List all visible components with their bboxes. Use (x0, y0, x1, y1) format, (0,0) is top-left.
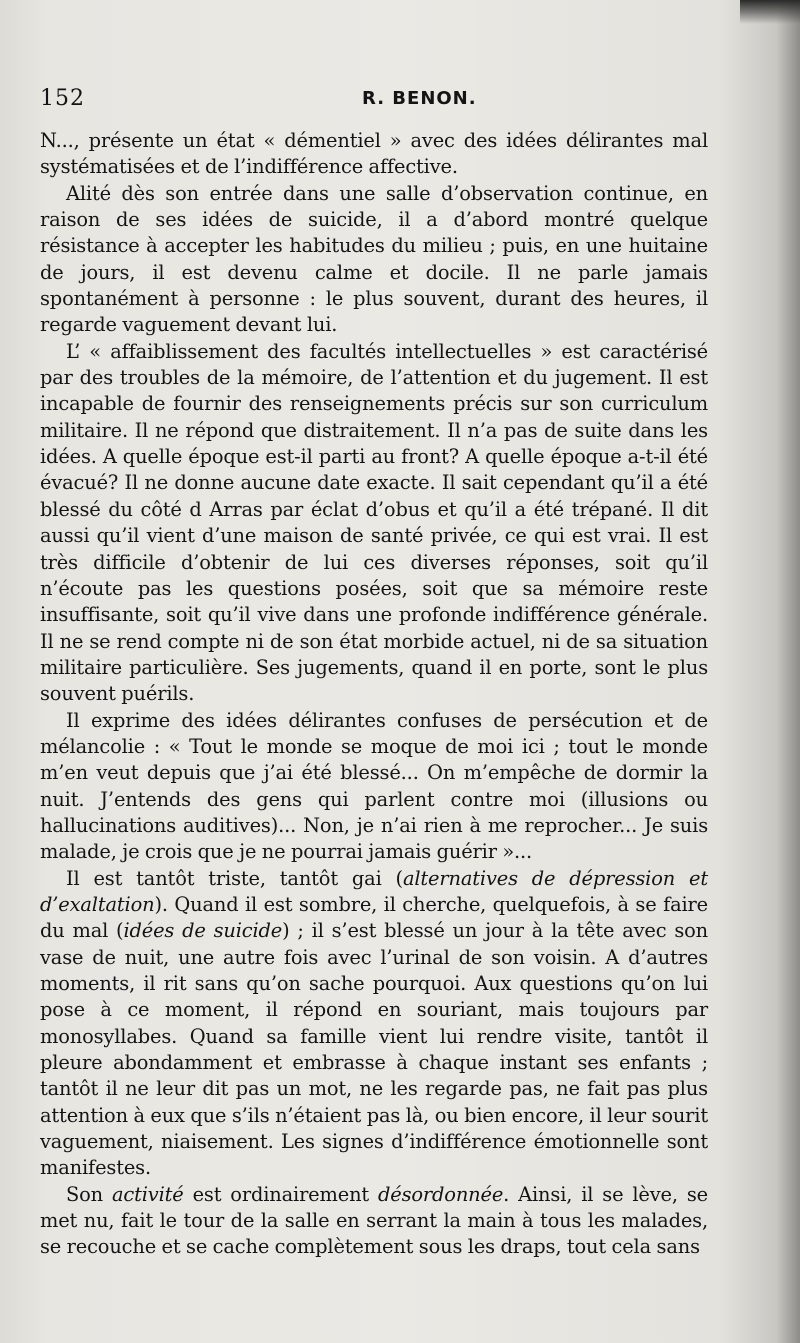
text-segment: Il est tantôt triste, tantôt gai ( (66, 866, 403, 890)
text-segment: Son (66, 1182, 112, 1206)
page-number: 152 (40, 86, 85, 111)
paragraph (40, 128, 708, 181)
text-segment: ) ; il s’est blessé un jour à la tête avec son vase de nuit, une autre fois avec l’urinal de son voisin. A d’autres moments, il rit sans qu’on sache pourquoi. Aux questions qu’on lui pose à ce moment, il répond en souriant, mais toujours par monosyllabes. Quand sa famille vient lui rendre visite, tantôt il pleure abondamment et embrasse à chaque instant ses enfants ; tantôt il ne leur dit pas un mot, ne les regarde pas, ne fait pas plus attention à eux que s’ils n’étaient pas là, ou bien encore, il leur sourit vaguement, niaisement. Les signes d’indifférence émotionnelle sont manifestes. (40, 919, 708, 1180)
italic-text: activité (111, 1182, 184, 1206)
text-segment: est ordinairement (183, 1182, 379, 1206)
paragraph (40, 339, 708, 708)
text-segment: L’ « affaiblissement des facultés intellectuelles » est caractérisé par des troubles de la mémoire, de l’attention et du jugement. Il est incapable de fournir des renseignements précis sur son curriculum militaire. Il ne répond que distraitement. Il n’a pas de suite dans les idées. A quelle époque est-il parti au front? A quelle époque a-t-il été évacué? Il ne donne aucune date exacte. Il sait cependant qu’il a été blessé du côté d Arras par éclat d’obus et qu’il a été trépané. Il dit aussi qu’il vient d’une maison de santé privée, ce qui est vrai. Il est très difficile d’obtenir de lui ces diverses réponses, soit qu’il n’écoute pas les questions posées, soit que sa mémoire reste insuffisante, soit qu’il vive dans une profonde indifférence générale. Il ne se rend compte ni de son état morbide actuel, ni de sa situation militaire particulière. Ses jugements, quand il en porte, sont le plus souvent puérils. (40, 339, 708, 706)
paragraph (40, 866, 708, 1182)
text-segment: . Ainsi, il se lève, se met nu, fait le tour de la salle en serrant la main à tous les malades, se recouche et se cache complètement sous les draps, tout cela sans (40, 1182, 708, 1259)
page-header (40, 86, 720, 116)
italic-text: alternatives de dépression et d’exaltation (40, 866, 708, 916)
text-segment: Alité dès son entrée dans une salle d’observation continue, en raison de ses idées de suicide, il a d’abord montré quelque résistance à accepter les habitudes du milieu ; puis, en une huitaine de jours, il est devenu calme et docile. Il ne parle jamais spontanément à personne : le plus souvent, durant des heures, il regarde vaguement devant lui. (40, 181, 708, 337)
text-segment: ). Quand il est sombre, il cherche, quelquefois, à se faire du mal ( (40, 892, 708, 943)
running-head: R. BENON. (362, 88, 477, 109)
paragraph (40, 708, 708, 866)
text-segment: Il exprime des idées délirantes confuses de persécution et de mélancolie : « Tout le monde se moque de moi ici ; tout le monde m’en veut depuis que j’ai été blessé... On m’empêche de dormir la nuit. J’entends des gens qui parlent contre moi (illusions ou hallucinations auditives)... Non, je n’ai rien à me reprocher... Je suis malade, je crois que je ne pourrai jamais guérir »... (40, 708, 708, 864)
paragraph (40, 181, 708, 339)
italic-text: idées de suicide (123, 919, 283, 943)
paragraph (40, 1182, 708, 1261)
text-segment: N..., présente un état « démentiel » avec des idées délirantes mal systématisées et de l’indifférence affective. (40, 129, 708, 179)
body-text (40, 128, 708, 1261)
italic-text: désordonnée (378, 1182, 504, 1206)
